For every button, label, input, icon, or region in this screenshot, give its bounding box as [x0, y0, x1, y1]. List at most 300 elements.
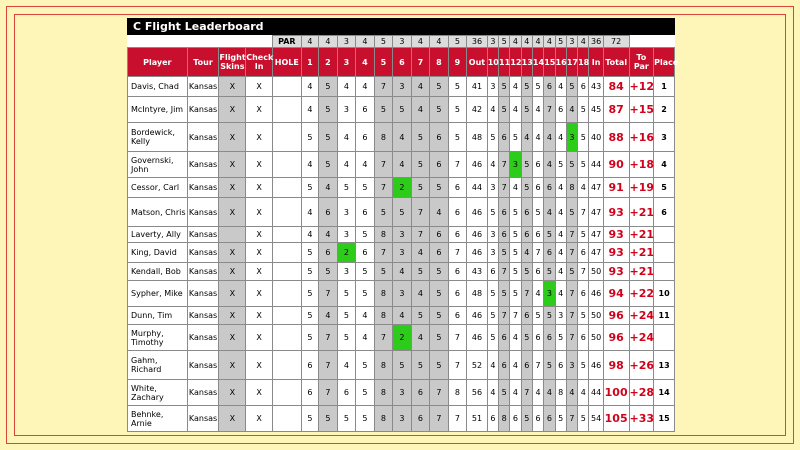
hole-score: 4: [510, 77, 521, 97]
check-in-cell: X: [246, 123, 273, 152]
total-score: 93: [603, 243, 629, 263]
out-score: 51: [467, 406, 488, 432]
hole-score: 6: [521, 307, 532, 325]
total-score: 91: [603, 178, 629, 198]
hole-score: 5: [499, 380, 510, 406]
player-name: Matson, Chris: [128, 198, 188, 227]
hole-score: 4: [411, 325, 430, 351]
to-par: +21: [629, 198, 654, 227]
in-score: 47: [589, 198, 603, 227]
par-value: 36: [589, 36, 603, 48]
hole-score: 6: [356, 97, 375, 123]
column-header: Total: [603, 48, 629, 77]
hole-score: 6: [448, 198, 467, 227]
hole-cell: [272, 263, 301, 281]
hole-score: 4: [337, 77, 356, 97]
column-header: 17: [566, 48, 577, 77]
leaderboard: [127, 18, 679, 432]
hole-score: 7: [499, 152, 510, 178]
hole-score: 5: [356, 227, 375, 243]
hole-score: 5: [301, 263, 318, 281]
in-score: 54: [589, 406, 603, 432]
hole-score: 6: [578, 281, 589, 307]
par-value: 3: [337, 36, 356, 48]
player-tour: Kansas: [187, 406, 219, 432]
hole-score: 4: [487, 152, 498, 178]
table-row: [128, 123, 675, 152]
hole-score: 3: [393, 281, 412, 307]
hole-score: 5: [566, 263, 577, 281]
hole-cell: [272, 243, 301, 263]
hole-score: 5: [521, 152, 532, 178]
hole-score: 5: [578, 97, 589, 123]
hole-score: 5: [411, 263, 430, 281]
hole-score: 3: [393, 77, 412, 97]
hole-score: 6: [578, 325, 589, 351]
hole-score: 7: [578, 198, 589, 227]
hole-score: 5: [411, 351, 430, 380]
hole-score: 6: [430, 227, 449, 243]
hole-score: 7: [448, 351, 467, 380]
hole-score: 6: [356, 123, 375, 152]
flight-skins-cell: X: [219, 97, 246, 123]
player-name: Bordewick, Kelly: [128, 123, 188, 152]
hole-score: 4: [532, 97, 543, 123]
leaderboard-title: C Flight Leaderboard: [127, 18, 675, 35]
hole-score: 4: [356, 307, 375, 325]
player-tour: Kansas: [187, 263, 219, 281]
hole-score: 6: [532, 178, 543, 198]
player-name: Cessor, Carl: [128, 178, 188, 198]
hole-score: 5: [319, 77, 338, 97]
flight-skins-cell: X: [219, 351, 246, 380]
hole-score: 4: [510, 97, 521, 123]
out-score: 46: [467, 198, 488, 227]
hole-score: 3: [393, 227, 412, 243]
hole-score: 4: [411, 77, 430, 97]
column-header: Flight Skins: [219, 48, 246, 77]
hole-score: 4: [510, 178, 521, 198]
total-score: 93: [603, 263, 629, 281]
hole-score: 8: [374, 406, 393, 432]
hole-score: 5: [510, 243, 521, 263]
hole-score: 5: [411, 123, 430, 152]
hole-score: 4: [544, 123, 555, 152]
to-par: +16: [629, 123, 654, 152]
place: [654, 325, 675, 351]
column-header: HOLE: [272, 48, 301, 77]
player-tour: Kansas: [187, 123, 219, 152]
out-score: 42: [467, 97, 488, 123]
hole-score: 7: [566, 325, 577, 351]
player-tour: Kansas: [187, 281, 219, 307]
par-value: 4: [301, 36, 318, 48]
par-value: 4: [356, 36, 375, 48]
table-row: [128, 178, 675, 198]
hole-score: 6: [532, 263, 543, 281]
hole-score: 7: [499, 178, 510, 198]
hole-score: 3: [544, 281, 555, 307]
column-header: 16: [555, 48, 566, 77]
flight-skins-cell: X: [219, 152, 246, 178]
hole-score: 6: [544, 406, 555, 432]
hole-score: 6: [430, 152, 449, 178]
hole-score: 6: [499, 325, 510, 351]
check-in-cell: X: [246, 77, 273, 97]
hole-score: 5: [532, 307, 543, 325]
column-header: 10: [487, 48, 498, 77]
hole-score: 6: [521, 198, 532, 227]
hole-score: 6: [411, 380, 430, 406]
hole-score: 5: [393, 198, 412, 227]
hole-score: 5: [578, 227, 589, 243]
hole-score: 6: [499, 123, 510, 152]
in-score: 50: [589, 263, 603, 281]
in-score: 46: [589, 281, 603, 307]
hole-score: 6: [319, 198, 338, 227]
hole-score: 6: [301, 351, 318, 380]
hole-score: 5: [566, 77, 577, 97]
hole-score: 5: [578, 123, 589, 152]
table-row: [128, 406, 675, 432]
hole-score: 7: [499, 263, 510, 281]
in-score: 47: [589, 243, 603, 263]
hole-score: 6: [532, 227, 543, 243]
hole-cell: [272, 77, 301, 97]
hole-score: 5: [578, 307, 589, 325]
par-value: 4: [532, 36, 543, 48]
hole-score: 4: [510, 325, 521, 351]
hole-score: 5: [430, 351, 449, 380]
hole-score: 4: [510, 380, 521, 406]
hole-score: 5: [430, 178, 449, 198]
hole-score: 6: [487, 406, 498, 432]
total-score: 88: [603, 123, 629, 152]
par-spacer: [128, 36, 188, 48]
column-header: To Par: [629, 48, 654, 77]
hole-score: 4: [487, 97, 498, 123]
table-row: [128, 281, 675, 307]
out-score: 46: [467, 307, 488, 325]
hole-score: 6: [544, 243, 555, 263]
hole-cell: [272, 325, 301, 351]
hole-score: 5: [521, 178, 532, 198]
hole-score: 4: [319, 227, 338, 243]
hole-score: 5: [566, 152, 577, 178]
hole-score: 6: [532, 325, 543, 351]
place: 11: [654, 307, 675, 325]
hole-score: 4: [411, 243, 430, 263]
hole-score: 4: [544, 152, 555, 178]
hole-score: 5: [521, 97, 532, 123]
in-score: 47: [589, 178, 603, 198]
hole-score: 7: [544, 97, 555, 123]
flight-skins-cell: [219, 227, 246, 243]
table-row: [128, 263, 675, 281]
in-score: 40: [589, 123, 603, 152]
hole-cell: [272, 351, 301, 380]
hole-score: 4: [555, 198, 566, 227]
check-in-cell: X: [246, 325, 273, 351]
hole-score: 5: [448, 123, 467, 152]
hole-score: 6: [301, 380, 318, 406]
hole-score: 6: [544, 77, 555, 97]
hole-score: 7: [411, 227, 430, 243]
hole-cell: [272, 227, 301, 243]
to-par: +28: [629, 380, 654, 406]
hole-score: 6: [448, 281, 467, 307]
table-row: [128, 243, 675, 263]
table-row: [128, 97, 675, 123]
hole-score: 3: [487, 77, 498, 97]
out-score: 43: [467, 263, 488, 281]
hole-score: 7: [448, 325, 467, 351]
hole-score: 5: [510, 281, 521, 307]
hole-score: 7: [566, 307, 577, 325]
hole-score: 3: [510, 152, 521, 178]
player-name: White, Zachary: [128, 380, 188, 406]
hole-score: 5: [487, 198, 498, 227]
hole-score: 4: [393, 152, 412, 178]
to-par: +33: [629, 406, 654, 432]
hole-score: 6: [532, 152, 543, 178]
hole-score: 3: [566, 351, 577, 380]
place: 3: [654, 123, 675, 152]
par-value: 5: [374, 36, 393, 48]
out-score: 46: [467, 227, 488, 243]
column-header: Tour: [187, 48, 219, 77]
player-tour: Kansas: [187, 77, 219, 97]
place: 2: [654, 97, 675, 123]
hole-score: 6: [521, 227, 532, 243]
hole-score: 6: [430, 123, 449, 152]
par-value: 4: [411, 36, 430, 48]
out-score: 52: [467, 351, 488, 380]
hole-score: 3: [487, 243, 498, 263]
hole-score: 7: [411, 198, 430, 227]
par-value: 72: [603, 36, 629, 48]
column-header: 18: [578, 48, 589, 77]
in-score: 45: [589, 97, 603, 123]
hole-score: 3: [337, 97, 356, 123]
column-header: In: [589, 48, 603, 77]
to-par: +22: [629, 281, 654, 307]
total-score: 84: [603, 77, 629, 97]
hole-score: 5: [319, 152, 338, 178]
in-score: 43: [589, 77, 603, 97]
column-header: Player: [128, 48, 188, 77]
hole-score: 4: [555, 243, 566, 263]
check-in-cell: X: [246, 198, 273, 227]
hole-score: 5: [319, 97, 338, 123]
hole-score: 4: [356, 77, 375, 97]
flight-skins-cell: X: [219, 198, 246, 227]
hole-score: 5: [578, 406, 589, 432]
column-header: 5: [374, 48, 393, 77]
flight-skins-cell: X: [219, 380, 246, 406]
hole-score: 5: [356, 178, 375, 198]
hole-score: 4: [301, 97, 318, 123]
hole-score: 4: [532, 123, 543, 152]
place: [654, 227, 675, 243]
hole-score: 5: [337, 325, 356, 351]
table-row: [128, 227, 675, 243]
hole-cell: [272, 152, 301, 178]
check-in-cell: X: [246, 97, 273, 123]
check-in-cell: X: [246, 406, 273, 432]
hole-score: 7: [499, 307, 510, 325]
to-par: +24: [629, 325, 654, 351]
column-header: Out: [467, 48, 488, 77]
flight-skins-cell: X: [219, 178, 246, 198]
player-name: Dunn, Tim: [128, 307, 188, 325]
hole-score: 7: [374, 325, 393, 351]
hole-score: 6: [555, 97, 566, 123]
place: 4: [654, 152, 675, 178]
hole-score: 5: [532, 77, 543, 97]
hole-score: 5: [356, 263, 375, 281]
par-value: 4: [510, 36, 521, 48]
hole-score: 8: [374, 307, 393, 325]
check-in-cell: X: [246, 243, 273, 263]
out-score: 46: [467, 325, 488, 351]
hole-score: 5: [566, 198, 577, 227]
to-par: +12: [629, 77, 654, 97]
hole-score: 8: [374, 351, 393, 380]
hole-score: 7: [532, 243, 543, 263]
hole-score: 5: [301, 178, 318, 198]
hole-score: 7: [430, 406, 449, 432]
hole-score: 7: [374, 243, 393, 263]
table-row: [128, 198, 675, 227]
hole-score: 5: [319, 263, 338, 281]
total-score: 98: [603, 351, 629, 380]
hole-score: 5: [544, 307, 555, 325]
total-score: 93: [603, 198, 629, 227]
to-par: +26: [629, 351, 654, 380]
hole-score: 5: [301, 281, 318, 307]
hole-score: 4: [555, 227, 566, 243]
column-header: 1: [301, 48, 318, 77]
check-in-cell: X: [246, 263, 273, 281]
hole-score: 7: [578, 263, 589, 281]
check-in-cell: X: [246, 307, 273, 325]
hole-score: 3: [393, 380, 412, 406]
hole-score: 4: [356, 325, 375, 351]
hole-score: 4: [578, 380, 589, 406]
hole-score: 3: [337, 263, 356, 281]
hole-score: 6: [521, 351, 532, 380]
out-score: 56: [467, 380, 488, 406]
hole-score: 5: [510, 198, 521, 227]
hole-score: 5: [510, 227, 521, 243]
player-tour: Kansas: [187, 97, 219, 123]
par-value: 4: [521, 36, 532, 48]
to-par: +19: [629, 178, 654, 198]
hole-score: 5: [301, 325, 318, 351]
leaderboard-table: [127, 35, 679, 432]
hole-score: 5: [578, 351, 589, 380]
par-value: 5: [555, 36, 566, 48]
in-score: 46: [589, 351, 603, 380]
player-tour: Kansas: [187, 351, 219, 380]
hole-score: 5: [301, 307, 318, 325]
hole-score: 4: [555, 77, 566, 97]
hole-score: 5: [319, 123, 338, 152]
column-header: 9: [448, 48, 467, 77]
player-name: Davis, Chad: [128, 77, 188, 97]
to-par: +15: [629, 97, 654, 123]
place: 10: [654, 281, 675, 307]
hole-score: 7: [566, 281, 577, 307]
to-par: +18: [629, 152, 654, 178]
hole-score: 5: [555, 152, 566, 178]
hole-score: 5: [337, 307, 356, 325]
hole-score: 7: [319, 380, 338, 406]
hole-score: 6: [499, 227, 510, 243]
hole-score: 5: [510, 123, 521, 152]
out-score: 48: [467, 281, 488, 307]
hole-score: 8: [374, 380, 393, 406]
hole-score: 5: [448, 97, 467, 123]
par-value: 5: [448, 36, 467, 48]
hole-cell: [272, 281, 301, 307]
hole-score: 4: [411, 281, 430, 307]
table-row: [128, 307, 675, 325]
hole-score: 4: [555, 123, 566, 152]
hole-score: 5: [499, 77, 510, 97]
hole-score: 5: [487, 123, 498, 152]
flight-skins-cell: X: [219, 263, 246, 281]
hole-score: 3: [487, 178, 498, 198]
hole-score: 4: [337, 152, 356, 178]
hole-score: 5: [337, 406, 356, 432]
column-header: 8: [430, 48, 449, 77]
hole-score: 5: [430, 97, 449, 123]
hole-score: 4: [521, 123, 532, 152]
player-name: Gahm, Richard: [128, 351, 188, 380]
player-tour: Kansas: [187, 198, 219, 227]
hole-score: 7: [448, 152, 467, 178]
hole-score: 5: [521, 77, 532, 97]
hole-score: 7: [448, 243, 467, 263]
player-name: McIntyre, Jim: [128, 97, 188, 123]
hole-score: 5: [430, 77, 449, 97]
player-tour: Kansas: [187, 152, 219, 178]
hole-score: 8: [374, 123, 393, 152]
hole-score: 7: [510, 307, 521, 325]
hole-score: 8: [374, 281, 393, 307]
hole-score: 5: [356, 351, 375, 380]
hole-score: 5: [393, 351, 412, 380]
par-spacer: [219, 36, 246, 48]
check-in-cell: X: [246, 351, 273, 380]
hole-score: 7: [374, 77, 393, 97]
flight-skins-cell: X: [219, 77, 246, 97]
player-name: Behnke, Arnie: [128, 406, 188, 432]
player-name: King, David: [128, 243, 188, 263]
hole-score: 5: [521, 325, 532, 351]
hole-score: 4: [487, 351, 498, 380]
hole-score: 5: [411, 178, 430, 198]
hole-score: 4: [566, 380, 577, 406]
hole-score: 8: [566, 178, 577, 198]
par-value: 4: [430, 36, 449, 48]
hole-score: 4: [532, 281, 543, 307]
check-in-cell: X: [246, 227, 273, 243]
par-value: 36: [467, 36, 488, 48]
hole-score: 5: [337, 178, 356, 198]
